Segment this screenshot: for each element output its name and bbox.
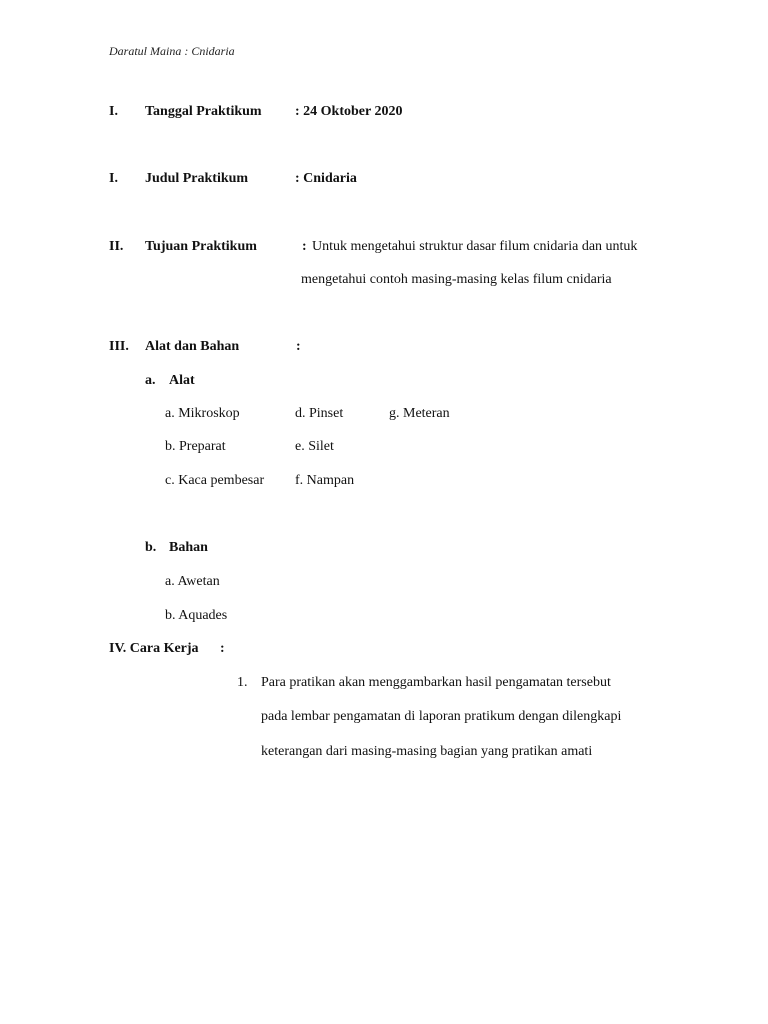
section-number: I.	[109, 104, 118, 119]
section-label-cara-kerja: IV. Cara Kerja	[109, 641, 199, 656]
list-item: c. Kaca pembesar	[165, 473, 265, 488]
section-colon-alat-bahan: :	[296, 339, 301, 354]
section-number: I.	[109, 171, 118, 186]
subsection-marker: a.	[145, 373, 156, 388]
section-label-tanggal: Tanggal Praktikum	[145, 104, 262, 119]
list-item: f. Nampan	[295, 473, 355, 488]
step-line-3: keterangan dari masing-masing bagian yang pratikan amati	[261, 744, 593, 759]
section-label-judul: Judul Praktikum	[145, 171, 249, 186]
section-number: II.	[109, 239, 124, 254]
step-line-1: Para pratikan akan menggambarkan hasil pengamatan tersebut	[261, 675, 611, 690]
list-item: b. Aquades	[165, 608, 228, 623]
section-colon-tujuan: :	[302, 239, 307, 254]
section-value-judul: : Cnidaria	[295, 171, 357, 186]
list-item: g. Meteran	[389, 406, 450, 421]
tujuan-line-1: Untuk mengetahui struktur dasar filum cnidaria dan untuk	[312, 239, 638, 254]
section-value-tanggal: : 24 Oktober 2020	[295, 104, 403, 119]
subsection-title-alat: Alat	[169, 373, 195, 388]
page-header: Daratul Maina : Cnidaria	[109, 44, 235, 58]
list-item: d. Pinset	[295, 406, 344, 421]
tujuan-line-2: mengetahui contoh masing-masing kelas filum cnidaria	[301, 272, 612, 287]
list-item: b. Preparat	[165, 439, 226, 454]
list-item: a. Mikroskop	[165, 406, 240, 421]
section-number: III.	[109, 339, 129, 354]
section-label-alat-bahan: Alat dan Bahan	[145, 339, 240, 354]
subsection-title-bahan: Bahan	[169, 540, 208, 555]
subsection-marker: b.	[145, 540, 157, 555]
section-colon-cara-kerja: :	[220, 641, 225, 656]
section-label-tujuan: Tujuan Praktikum	[145, 239, 257, 254]
list-item: e. Silet	[295, 439, 334, 454]
step-line-2: pada lembar pengamatan di laporan pratikum dengan dilengkapi	[261, 709, 622, 724]
step-number: 1.	[237, 675, 248, 690]
list-item: a. Awetan	[165, 574, 220, 589]
